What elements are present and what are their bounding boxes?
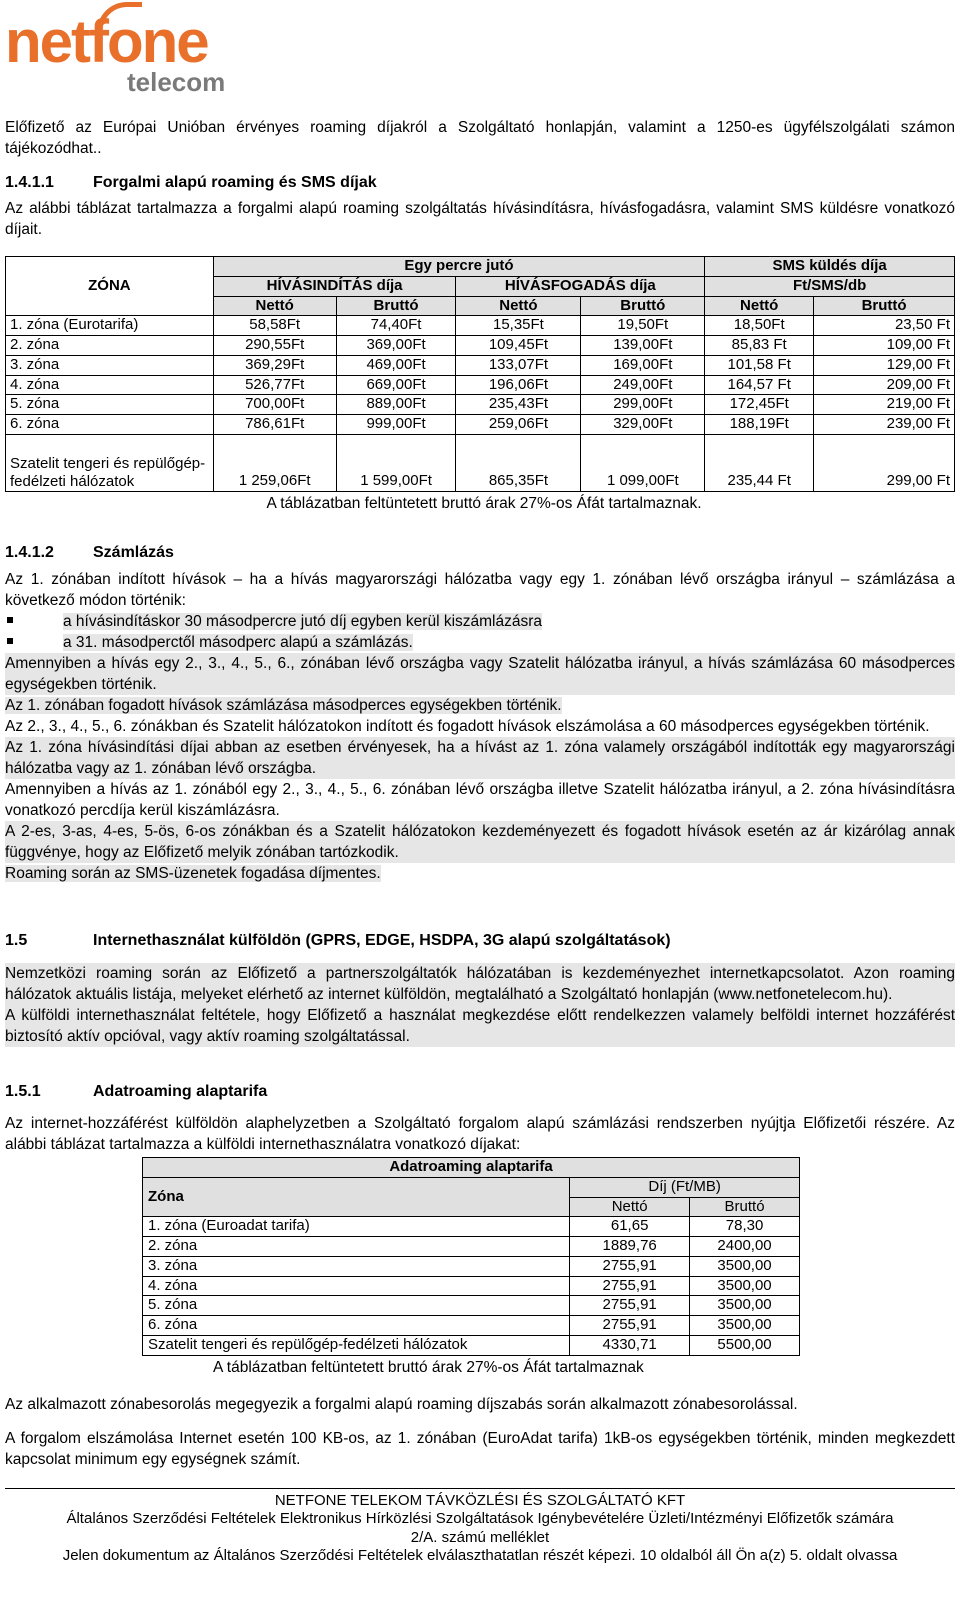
zone-cell: 1. zóna (Eurotarifa) [6, 316, 214, 336]
brutto-header: Bruttó [581, 296, 705, 316]
zone-cell: 6. zóna [6, 415, 214, 435]
billing-paragraph: Az 1. zónában fogadott hívások számlázása másodperces egységekben történik. [5, 697, 562, 714]
table-row [143, 1256, 800, 1276]
table-row [6, 336, 955, 356]
table-row [6, 316, 955, 336]
value-cell: 219,00 Ft [814, 395, 955, 415]
value-cell: 4330,71 [570, 1335, 690, 1355]
section-number: 1.4.1.1 [5, 174, 54, 191]
section-title: Forgalmi alapú roaming és SMS díjak [93, 174, 377, 191]
brutto-header: Bruttó [690, 1197, 800, 1217]
internet-paragraph: Nemzetközi roaming során az Előfizető a partnerszolgáltatók hálózatában is kezdeményezhet internetkapcsolatot. Azon roaming hálózatok aktuális listája, melyeket elérhető az internet külföldön, megtalálható a Szolgáltató honlapján (www.netfonetelecom.hu). [5, 965, 955, 1003]
zone-cell: 4. zóna [6, 375, 214, 395]
value-cell: 299,00Ft [581, 395, 705, 415]
data-table-title: Adatroaming alaptarifa [143, 1158, 800, 1178]
section-title: Számlázás [93, 544, 174, 561]
call-start-header: HÍVÁSINDÍTÁS díja [213, 276, 456, 296]
zone-cell: Szatelit tengeri és repülőgép-fedélzeti hálózatok [143, 1335, 570, 1355]
value-cell: 786,61Ft [213, 415, 336, 435]
roaming-tariff-table [5, 256, 955, 492]
sms-header: SMS küldés díja [705, 257, 955, 277]
value-cell: 1 099,00Ft [581, 434, 705, 491]
billing-paragraph: Roaming során az SMS-üzenetek fogadása díjmentes. [5, 865, 381, 882]
billing-paragraph: Amennyiben a hívás az 1. zónából egy 2., 3., 4., 5., 6. zónában lévő országba illetve Szatelit hálózatba irányul, a 2. zóna hívásindításra vonatkozó percdíja kerül kiszámlázásra. [5, 781, 955, 819]
value-cell: 3500,00 [690, 1256, 800, 1276]
table-row [143, 1237, 800, 1257]
data-roaming-table [142, 1157, 800, 1356]
value-cell: 109,00 Ft [814, 336, 955, 356]
netto-header: Nettó [705, 296, 814, 316]
billing-paragraph: A 2-es, 3-as, 4-es, 5-ös, 6-os zónákban és a Szatelit hálózatokon kezdeményezett és fogadott hívások esetén az ár kizárólag annak függvénye, hogy az Előfizető melyik zónában tartózkodik. [5, 823, 955, 861]
value-cell: 172,45Ft [705, 395, 814, 415]
value-cell: 249,00Ft [581, 375, 705, 395]
data-table-note: A táblázatban feltüntetett bruttó árak 27%-os Áfát tartalmaznak [213, 1359, 644, 1376]
table-row [143, 1296, 800, 1316]
zone-cell: 1. zóna (Euroadat tarifa) [143, 1217, 570, 1237]
section-title: Adatroaming alaptarifa [93, 1083, 268, 1100]
value-cell: 700,00Ft [213, 395, 336, 415]
section-number: 1.4.1.2 [5, 544, 54, 561]
logo-brand: netfone [5, 8, 208, 75]
value-cell: 369,29Ft [213, 355, 336, 375]
bullet-icon [7, 617, 13, 623]
value-cell: 23,50 Ft [814, 316, 955, 336]
footer-company: NETFONE TELEKOM TÁVKÖZLÉSI ÉS SZOLGÁLTATÓ KFT [274, 1492, 686, 1509]
value-cell: 101,58 Ft [705, 355, 814, 375]
fee-header: Díj (Ft/MB) [570, 1177, 800, 1197]
value-cell: 2755,91 [570, 1296, 690, 1316]
value-cell: 669,00Ft [336, 375, 456, 395]
internet-text [5, 963, 955, 1047]
value-cell: 2755,91 [570, 1316, 690, 1336]
table-note: A táblázatban feltüntetett bruttó árak 27%-os Áfát tartalmaznak. [266, 495, 702, 512]
value-cell: 369,00Ft [336, 336, 456, 356]
value-cell: 18,50Ft [705, 316, 814, 336]
table-row [143, 1316, 800, 1336]
value-cell: 865,35Ft [456, 434, 581, 491]
value-cell: 299,00 Ft [814, 434, 955, 491]
data-roaming-paragraph: Az internet-hozzáférést külföldön alaphelyzetben a Szolgáltató forgalom alapú számlázási rendszerben nyújtja Előfizetői részére. Az alábbi táblázat tartalmazza a külföldi internethasználatra vonatkozó díjakat: [5, 1115, 955, 1153]
value-cell: 109,45Ft [456, 336, 581, 356]
billing-paragraph: Az 1. zóna hívásindítási díjai abban az esetben érvényesek, ha a hívást az 1. zóna valamely országából indították egy magyarországi hálózatba vagy az 1. zónában lévő országba. [5, 739, 955, 777]
zone-cell: 4. zóna [143, 1276, 570, 1296]
table-row [6, 355, 955, 375]
table-row [143, 1335, 800, 1355]
value-cell: 78,30 [690, 1217, 800, 1237]
value-cell: 209,00 Ft [814, 375, 955, 395]
value-cell: 889,00Ft [336, 395, 456, 415]
value-cell: 15,35Ft [456, 316, 581, 336]
value-cell: 19,50Ft [581, 316, 705, 336]
value-cell: 235,43Ft [456, 395, 581, 415]
value-cell: 61,65 [570, 1217, 690, 1237]
list-item [5, 632, 955, 653]
billing-paragraph: Amennyiben a hívás egy 2., 3., 4., 5., 6., zónában lévő országba vagy Szatelit hálózatba irányul, a hívás számlázása 60 másodperces egységekben történik. [5, 655, 955, 693]
value-cell: 1 259,06Ft [213, 434, 336, 491]
footer-line: 2/A. számú melléklet [410, 1528, 550, 1546]
per-minute-header: Egy percre jutó [213, 257, 705, 277]
zone-cell: 2. zóna [143, 1237, 570, 1257]
section-heading-roaming [5, 172, 955, 194]
billing-paragraph: Az 1. zónában indított hívások – ha a hívás magyarországi hálózatba vagy egy 1. zónában lévő országba irányul – számlázása a következő módon történik: [5, 571, 955, 609]
value-cell: 3500,00 [690, 1316, 800, 1336]
bullet-icon [7, 638, 13, 644]
section-heading-data-roaming [5, 1081, 955, 1103]
netto-header: Nettó [456, 296, 581, 316]
zone-paragraph: Az alkalmazott zónabesorolás megegyezik a forgalmi alapú roaming díjszabás során alkalmazott zónabesorolással. [5, 1396, 798, 1413]
billing-text [5, 569, 955, 884]
table-row [6, 415, 955, 435]
value-cell: 164,57 Ft [705, 375, 814, 395]
bullet-text: a hívásindításkor 30 másodpercre jutó díj egyben kerül kiszámlázásra [63, 613, 543, 630]
value-cell: 290,55Ft [213, 336, 336, 356]
value-cell: 133,07Ft [456, 355, 581, 375]
table-row [143, 1276, 800, 1296]
value-cell: 2400,00 [690, 1237, 800, 1257]
value-cell: 999,00Ft [336, 415, 456, 435]
zone-header: ZÓNA [6, 257, 214, 316]
value-cell: 329,00Ft [581, 415, 705, 435]
zone-cell: 3. zóna [143, 1256, 570, 1276]
brutto-header: Bruttó [336, 296, 456, 316]
value-cell: 2755,91 [570, 1256, 690, 1276]
zone-header: Zóna [143, 1177, 570, 1217]
value-cell: 239,00 Ft [814, 415, 955, 435]
section-title: Internethasználat külföldön (GPRS, EDGE, HSDPA, 3G alapú szolgáltatások) [93, 932, 671, 949]
netto-header: Nettó [213, 296, 336, 316]
netto-header: Nettó [570, 1197, 690, 1217]
bullet-text: a 31. másodperctől másodperc alapú a számlázás. [63, 634, 413, 651]
zone-cell: 2. zóna [6, 336, 214, 356]
value-cell: 1889,76 [570, 1237, 690, 1257]
value-cell: 469,00Ft [336, 355, 456, 375]
footer-line: Általános Szerződési Feltételek Elektronikus Hírközlési Szolgáltatások Igénybevételére Üzleti/Intézményi Előfizetők számára [66, 1510, 894, 1528]
value-cell: 74,40Ft [336, 316, 456, 336]
value-cell: 129,00 Ft [814, 355, 955, 375]
internet-paragraph: A külföldi internethasználat feltétele, hogy Előfizető a használat megkezdése előtt rendelkezzen valamely belföldi internet hozzáférést biztosító aktív opcióval, vagy aktív roaming szolgáltatással. [5, 1007, 955, 1045]
table-row [6, 375, 955, 395]
value-cell: 196,06Ft [456, 375, 581, 395]
value-cell: 235,44 Ft [705, 434, 814, 491]
value-cell: 1 599,00Ft [336, 434, 456, 491]
section-heading-internet [5, 930, 955, 952]
billing-paragraph: Az 2., 3., 4., 5., 6. zónákban és Szatelit hálózatokon indított és fogadott hívások elszámolása a 60 másodperces egységekben történik. [5, 718, 930, 735]
table-row [143, 1217, 800, 1237]
zone-cell: 5. zóna [143, 1296, 570, 1316]
page-footer [5, 1488, 955, 1565]
table-row [6, 434, 955, 491]
section-number: 1.5 [5, 932, 28, 949]
netfone-logo [5, 2, 245, 97]
value-cell: 259,06Ft [456, 415, 581, 435]
value-cell: 526,77Ft [213, 375, 336, 395]
table-row [6, 395, 955, 415]
value-cell: 2755,91 [570, 1276, 690, 1296]
brutto-header: Bruttó [814, 296, 955, 316]
value-cell: 139,00Ft [581, 336, 705, 356]
section-heading-billing [5, 542, 955, 564]
zone-cell: Szatelit tengeri és repülőgép-fedélzeti hálózatok [6, 434, 214, 491]
billing-unit-paragraph: A forgalom elszámolása Internet esetén 100 KB-os, az 1. zónában (EuroAdat tarifa) 1kB-os egységekben történik, minden megkezdett kapcsolat minimum egy egységnek számít. [5, 1430, 955, 1468]
value-cell: 3500,00 [690, 1276, 800, 1296]
zone-cell: 5. zóna [6, 395, 214, 415]
value-cell: 5500,00 [690, 1335, 800, 1355]
zone-cell: 6. zóna [143, 1316, 570, 1336]
value-cell: 3500,00 [690, 1296, 800, 1316]
value-cell: 188,19Ft [705, 415, 814, 435]
intro-paragraph: Előfizető az Európai Unióban érvényes roaming díjakról a Szolgáltató honlapján, valamint a 1250-es ügyfélszolgálati számon tájékozódhat.. [5, 119, 955, 158]
list-item [5, 611, 955, 632]
roaming-intro-paragraph: Az alábbi táblázat tartalmazza a forgalmi alapú roaming szolgáltatás hívásindításra, hívásfogadásra, valamint SMS küldésre vonatkozó díjait. [5, 200, 955, 239]
zone-cell: 3. zóna [6, 355, 214, 375]
section-number: 1.5.1 [5, 1083, 41, 1100]
value-cell: 169,00Ft [581, 355, 705, 375]
sms-unit-header: Ft/SMS/db [705, 276, 955, 296]
logo-sub: telecom [127, 67, 226, 97]
call-receive-header: HÍVÁSFOGADÁS díja [456, 276, 705, 296]
value-cell: 85,83 Ft [705, 336, 814, 356]
value-cell: 58,58Ft [213, 316, 336, 336]
footer-line: Jelen dokumentum az Általános Szerződési Feltételek elválaszthatatlan részét képezi. 10 oldalból áll Ön a(z) 5. oldalt olvassa [62, 1546, 898, 1564]
